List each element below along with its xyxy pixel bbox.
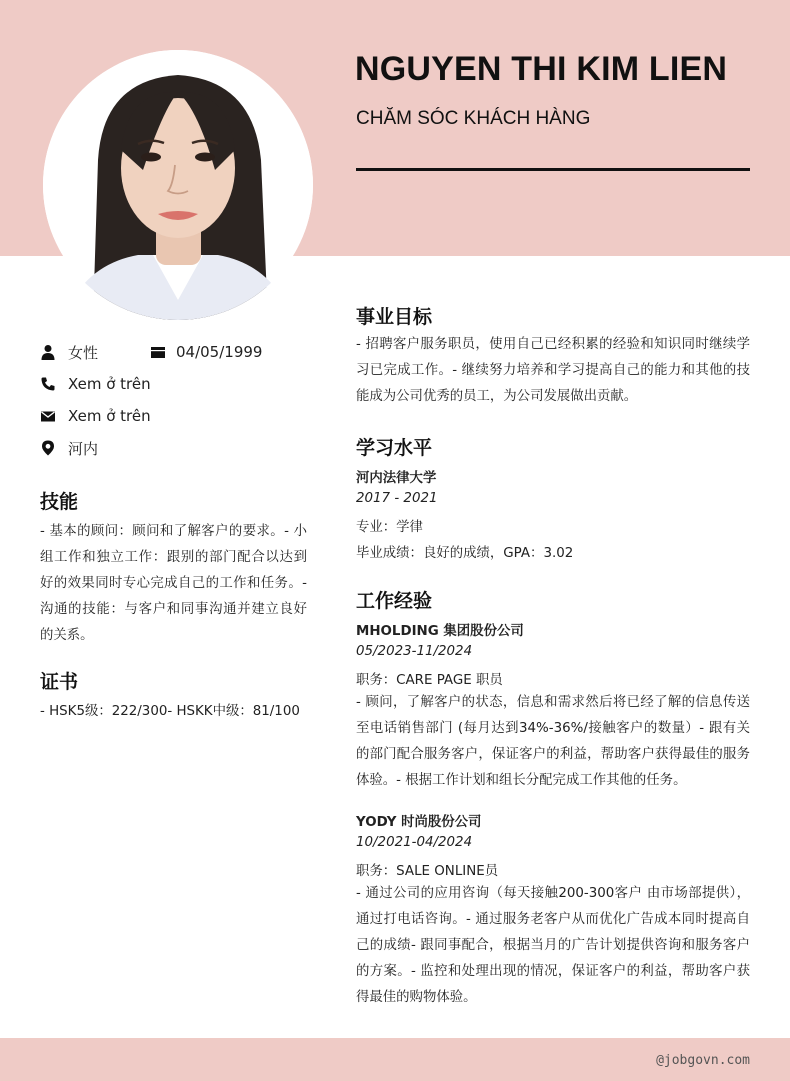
birthday-value: 04/05/1999 <box>176 343 263 361</box>
education-heading: 学习水平 <box>356 437 433 459</box>
education-school: 河内法律大学 <box>356 471 437 486</box>
footer-brand[interactable]: @jobgovn.com <box>656 1053 750 1068</box>
job-position: 职务：CARE PAGE 职员 <box>356 673 503 688</box>
phone-value[interactable]: Xem ở trên <box>68 375 151 393</box>
map-pin-icon <box>40 440 56 456</box>
job-description: - 顾问，了解客户的状态，信息和需求然后将已经了解的信息传送至电话销售部门 (每月达到34%-36%/接触客户的数量）- 跟有关的部门配合服务客户，保证客户的利益，帮助客户获得最佳的服务体验。- 根据工作计划和组长分配完成工作其他的任务。 <box>356 695 750 788</box>
skills-heading: 技能 <box>40 491 79 513</box>
person-icon <box>40 344 56 360</box>
experience-heading: 工作经验 <box>356 590 433 612</box>
education-period: 2017 - 2021 <box>356 491 438 506</box>
certificates-heading: 证书 <box>40 671 79 693</box>
birthday-row <box>150 342 262 362</box>
job-description: - 通过公司的应用咨询（每天接触200-300客户 由市场部提供），通过打电话咨询。- 通过服务老客户从而优化广告成本同时提高自己的成绩- 跟同事配合，根据当月的广告计划提供咨询和服务客户的方案。- 监控和处理出现的情况，保证客户的利益，帮助客户获得最佳的购物体验。 <box>356 886 750 1005</box>
candidate-name: NGUYEN THI KIM LIEN <box>355 50 728 88</box>
objective-text: - 招聘客户服务职员，使用自己已经积累的经验和知识同时继续学习已完成工作。- 继续努力培养和学习提高自己的能力和其他的技能成为公司优秀的员工，为公司发展做出贡献。 <box>356 337 750 404</box>
objective-heading: 事业目标 <box>356 306 433 328</box>
profile-photo <box>43 50 313 320</box>
mail-icon <box>40 408 56 424</box>
job-company: YODY 时尚股份公司 <box>356 815 482 830</box>
email-row <box>40 406 151 426</box>
location-value: 河内 <box>68 439 99 458</box>
job-company: MHOLDING 集团股份公司 <box>356 624 524 639</box>
phone-row <box>40 374 151 394</box>
title-divider <box>356 168 750 171</box>
education-result: 毕业成绩：良好的成绩，GPA：3.02 <box>356 546 574 561</box>
gender-value: 女性 <box>68 343 99 362</box>
education-major: 专业：学律 <box>356 520 423 535</box>
job-position: 职务：SALE ONLINE员 <box>356 864 499 879</box>
calendar-icon <box>150 344 166 360</box>
phone-icon <box>40 376 56 392</box>
skills-text: - 基本的顾问：顾问和了解客户的要求。- 小组工作和独立工作：跟别的部门配合以达到好的效果同时专心完成自己的工作和任务。- 沟通的技能：与客户和同事沟通并建立良好的关系。 <box>40 524 307 643</box>
certificates-text: - HSK5级：222/300- HSKK中级：81/100 <box>40 704 300 719</box>
gender-row <box>40 342 98 362</box>
location-row <box>40 438 98 458</box>
job-period: 10/2021-04/2024 <box>356 835 473 850</box>
job-title: CHĂM SÓC KHÁCH HÀNG <box>356 108 591 129</box>
job-period: 05/2023-11/2024 <box>356 644 473 659</box>
email-value[interactable]: Xem ở trên <box>68 407 151 425</box>
